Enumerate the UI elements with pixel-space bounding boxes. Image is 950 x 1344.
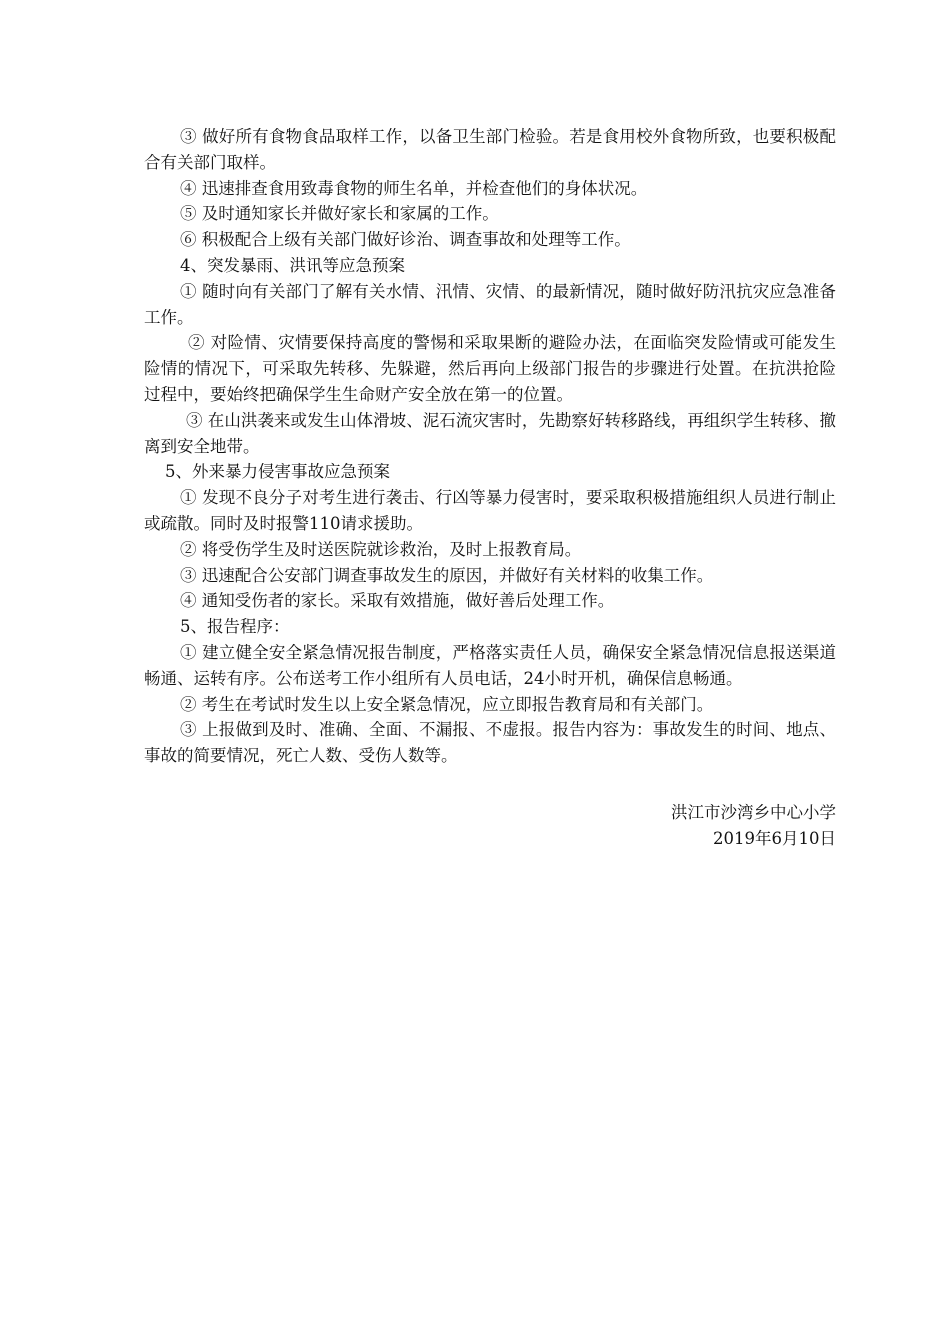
paragraph-flood-info: ① 随时向有关部门了解有关水情、汛情、灾情、的最新情况，随时做好防汛抗灾应急准备工作。 [144,281,836,327]
paragraph-report-immediately: ② 考生在考试时发生以上安全紧急情况，应立即报告教育局和有关部门。 [180,694,714,714]
signature-date: 2019年6月10日 [713,829,836,848]
section-heading-flood: 4、突发暴雨、洪讯等应急预案 [180,255,405,275]
paragraph-notify-parents: ⑤ 及时通知家长并做好家长和家属的工作。 [180,204,499,224]
paragraph-flood-evacuation: ③ 在山洪袭来或发生山体滑坡、泥石流灾害时，先勘察好转移路线，再组织学生转移、撤离到安全地带。 [144,410,836,456]
section-heading-violence: 5、外来暴力侵害事故应急预案 [165,462,390,482]
paragraph-injured-hospital: ② 将受伤学生及时送医院就诊救治，及时上报教育局。 [180,539,582,559]
paragraph-police-investigation: ③ 迅速配合公安部门调查事故发生的原因，并做好有关材料的收集工作。 [180,565,714,585]
signature-organization: 洪江市沙湾乡中心小学 [671,803,836,822]
paragraph-reporting-system: ① 建立健全安全紧急情况报告制度，严格落实责任人员，确保安全紧急情况信息报送渠道畅通、运转有序。公布送考工作小组所有人员电话，24小时开机，确保信息畅通。 [144,642,836,688]
paragraph-notify-families: ④ 通知受伤者的家长。采取有效措施，做好善后处理工作。 [180,591,615,611]
section-heading-reporting: 5、报告程序： [180,617,290,637]
paragraph-check-victims: ④ 迅速排查食用致毒食物的师生名单，并检查他们的身体状况。 [180,178,648,198]
document-body [144,124,836,769]
paragraph-flood-danger: ② 对险情、灾情要保持高度的警惕和采取果断的避险办法，在面临突发险情或可能发生险情的情况下，可采取先转移、先躲避，然后再向上级部门报告的步骤进行处置。在抗洪抢险过程中，要始终把确保学生生命财产安全放在第一的位置。 [144,333,836,404]
signature-block [560,800,836,852]
paragraph-report-content: ③ 上报做到及时、准确、全面、不漏报、不虚报。报告内容为：事故发生的时间、地点、事故的简要情况，死亡人数、受伤人数等。 [144,720,836,766]
paragraph-violence-response: ① 发现不良分子对考生进行袭击、行凶等暴力侵害时，要采取积极措施组织人员进行制止或疏散。同时及时报警110请求援助。 [144,488,836,533]
paragraph-cooperate-authorities: ⑥ 积极配合上级有关部门做好诊治、调查事故和处理等工作。 [180,230,631,250]
paragraph-food-sampling: ③ 做好所有食物食品取样工作，以备卫生部门检验。若是食用校外食物所致，也要积极配合有关部门取样。 [144,127,836,172]
